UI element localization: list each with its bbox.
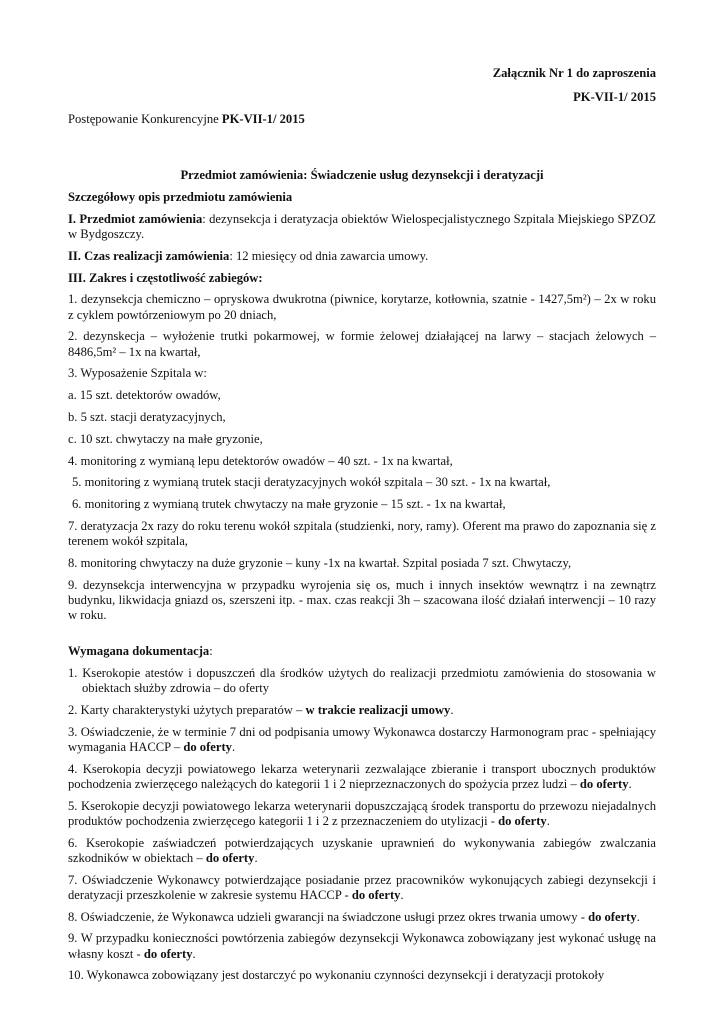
section-2-text: : 12 miesięcy od dnia zawarcia umowy. bbox=[229, 248, 429, 263]
list-item: 3. Wyposażenie Szpitala w: bbox=[68, 366, 207, 381]
list-item: 1. dezynsekcja chemiczno – opryskowa dwukrotna (piwnice, korytarze, kotłownia, szatnie - 1427,5m²) – 2x w roku z cyklem powtórzeniowym po 20 dniach, bbox=[68, 292, 656, 322]
doc-item-2-end: . bbox=[450, 702, 454, 717]
attachment-label: Załącznik Nr 1 do zaproszenia bbox=[492, 66, 656, 80]
doc-item-5-bold: do oferty bbox=[498, 813, 547, 828]
doc-item-6-end: . bbox=[254, 850, 258, 865]
list-item: c. 10 szt. chwytaczy na małe gryzonie, bbox=[68, 431, 263, 446]
details-title: Szczegółowy opis przedmiotu zamówienia bbox=[68, 190, 293, 204]
subject-heading: Przedmiot zamówienia: Świadczenie usług dezynsekcji i deratyzacji bbox=[180, 168, 544, 182]
doc-item-9-text: 9. W przypadku konieczności powtórzenia zabiegów dezynsekcji Wykonawca zobowiązany jest wykonać usługę na własny koszt - bbox=[68, 931, 656, 961]
doc-item-3-end: . bbox=[231, 739, 236, 754]
list-item: a. 15 szt. detektorów owadów, bbox=[68, 388, 221, 403]
doc-item-9-end: . bbox=[192, 946, 196, 961]
section-1-label: I. Przedmiot zamówienia bbox=[68, 211, 203, 226]
section-2-label: II. Czas realizacji zamówienia bbox=[68, 248, 230, 263]
doc-item-3-bold: do oferty bbox=[183, 739, 232, 754]
doc-item-6-bold: do oferty bbox=[205, 850, 255, 865]
doc-item-3-text: 3. Oświadczenie, że w terminie 7 dni od podpisania umowy Wykonawca dostarczy Harmonogram prac - spełniający wymagania HACCP – bbox=[68, 724, 656, 754]
reference-code: PK-VII-1/ 2015 bbox=[573, 90, 656, 104]
doc-item-7-text: 7. Oświadczenie Wykonawcy potwierdzające posiadanie przez pracowników wykonujących zabiegi dezynsekcji i deratyzacji przeszkolenie w zakresie systemu HACCP - bbox=[68, 872, 656, 902]
doc-item-5-end: . bbox=[546, 813, 550, 828]
doc-item-9-bold: do oferty bbox=[143, 946, 193, 961]
doc-item-1: 1. Kserokopie atestów i dopuszczeń dla środków użytych do realizacji przedmiotu zamówienia do stosowania w obiektach służby zdrowia – do oferty bbox=[68, 665, 656, 695]
list-item: b. 5 szt. stacji deratyzacyjnych, bbox=[68, 409, 226, 424]
doc-item-4-bold: do oferty bbox=[579, 776, 629, 791]
section-2 bbox=[68, 249, 656, 264]
document-body bbox=[68, 190, 656, 990]
doc-item-6-text: 6. Kserokopie zaświadczeń potwierdzających uzyskanie uprawnień do wykonywania zabiegów zwalczania szkodników w obiektach – bbox=[68, 835, 656, 865]
procedure-line bbox=[68, 112, 305, 127]
doc-item-6 bbox=[68, 836, 656, 866]
doc-item-8-bold: do oferty bbox=[588, 909, 637, 924]
procedure-code: PK-VII-1/ 2015 bbox=[221, 112, 305, 126]
section-3-title: III. Zakres i częstotliwość zabiegów: bbox=[68, 270, 263, 285]
list-item: 4. monitoring z wymianą lepu detektorów owadów – 40 szt. - 1x na kwartał, bbox=[68, 453, 453, 468]
doc-item-8 bbox=[68, 910, 656, 925]
doc-item-5-text: 5. Kserokopie decyzji powiatowego lekarza weterynarii dopuszczającą środek transportu do przewozu niejadalnych produktów pochodzenia zwierzęcego kategorii 1 i 2 z przeznaczeniem do utylizacji - bbox=[68, 798, 656, 828]
doc-item-4-end: . bbox=[628, 776, 632, 791]
doc-item-7-end: . bbox=[400, 887, 404, 902]
doc-item-5 bbox=[68, 799, 656, 829]
list-item: 7. deratyzacja 2x razy do roku terenu wokół szpitala (studzienki, nory, ramy). Oferent ma prawo do zapoznania się z terenem wokół szpitala, bbox=[68, 518, 656, 549]
section-1-text: : dezynsekcja i deratyzacja obiektów Wielospecjalistycznego Szpitala Miejskiego SPZOZ w Bydgoszczy. bbox=[68, 211, 656, 241]
doc-item-7 bbox=[68, 873, 656, 903]
doc-item-4 bbox=[68, 762, 656, 792]
doc-item-7-bold: do oferty bbox=[351, 887, 401, 902]
doc-item-4-text: 4. Kserokopia decyzji powiatowego lekarza weterynarii zezwalające zbieranie i transport ubocznych produktów pochodzenia zwierzęcego należących do kategorii 1 i 2 nieprzeznaczonych do spożycia przez ludzi – bbox=[68, 761, 656, 791]
doc-item-3 bbox=[68, 725, 656, 755]
doc-item-2-text: 2. Karty charakterystyki użytych preparatów – bbox=[68, 702, 306, 717]
list-item: 6. monitoring z wymianą trutek chwytaczy na małe gryzonie – 15 szt. - 1x na kwartał, bbox=[72, 497, 506, 512]
section-1 bbox=[68, 212, 656, 242]
doc-item-8-end: . bbox=[636, 909, 640, 924]
spacer bbox=[68, 630, 656, 644]
doc-item-2 bbox=[68, 703, 656, 718]
doc-item-8-text: 8. Oświadczenie, że Wykonawca udzieli gwarancji na świadczone usługi przez okres trwania umowy - bbox=[68, 909, 589, 924]
list-item: 9. dezynsekcja interwencyjna w przypadku wyrojenia się os, much i innych insektów wewnątrz i na zewnątrz budynku, likwidacja gniazd os, szerszeni itp. - max. czas reakcji 3h – szacowana ilość działań interwencji – 10 razy w roku. bbox=[68, 577, 656, 623]
doc-item-9 bbox=[68, 931, 656, 961]
documentation-title bbox=[68, 644, 656, 659]
procedure-label: Postępowanie Konkurencyjne bbox=[68, 112, 222, 126]
list-item: 8. monitoring chwytaczy na duże gryzonie – kuny -1x na kwartał. Szpital posiada 7 szt. Chwytaczy, bbox=[68, 555, 572, 570]
list-item: 5. monitoring z wymianą trutek stacji deratyzacyjnych wokół szpitala – 30 szt. - 1x na kwartał, bbox=[72, 475, 551, 490]
documentation-title-text: Wymagana dokumentacja bbox=[68, 643, 210, 658]
list-item: 2. dezynskecja – wyłożenie trutki pokarmowej, w formie żelowej działającej na larwy – stacjach żelowych – 8486,5m² – 1x na kwartał, bbox=[68, 329, 656, 359]
documentation-title-colon: : bbox=[209, 643, 213, 658]
doc-item-10: 10. Wykonawca zobowiązany jest dostarczyć po wykonaniu czynności dezynsekcji i deratyzacji protokoły bbox=[68, 968, 605, 983]
doc-item-2-bold: w trakcie realizacji umowy bbox=[305, 702, 451, 717]
